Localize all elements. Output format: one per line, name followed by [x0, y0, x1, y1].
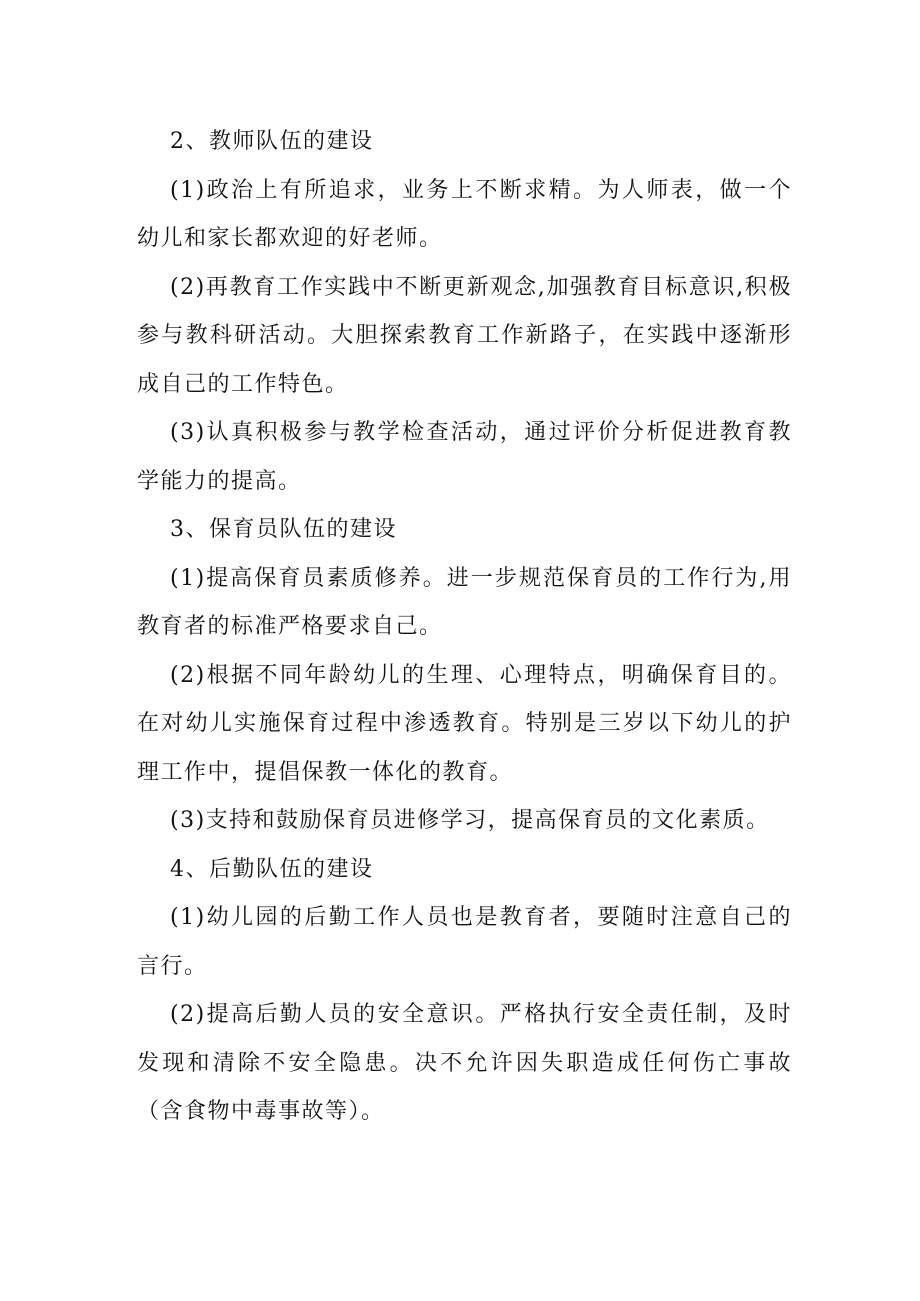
paragraph: (3)支持和鼓励保育员进修学习，提高保育员的文化素质。 [170, 808, 770, 833]
section-heading-teachers: 2、教师队伍的建设 [170, 129, 374, 154]
section-heading-caregivers: 3、保育员队伍的建设 [170, 517, 397, 542]
section-heading-logistics: 4、后勤队伍的建设 [170, 856, 374, 882]
document-body [137, 118, 792, 1137]
paragraph: (1)提高保育员素质修养。进一步规范保育员的工作行为,用教育者的标准严格要求自己。 [137, 565, 792, 639]
paragraph: (2)再教育工作实践中不断更新观念,加强教育目标意识,积极参与教科研活动。大胆探索教育工作新路子，在实践中逐渐形成自己的工作特色。 [137, 274, 792, 397]
paragraph: (2)根据不同年龄幼儿的生理、心理特点，明确保育目的。在对幼儿实施保育过程中渗透教育。特别是三岁以下幼儿的护理工作中，提倡保教一体化的教育。 [137, 662, 792, 785]
paragraph: (3)认真积极参与教学检查活动，通过评价分析促进教育教学能力的提高。 [137, 420, 792, 494]
paragraph: (2)提高后勤人员的安全意识。严格执行安全责任制，及时发现和清除不安全隐患。决不允许因失职造成任何伤亡事故（含食物中毒事故等）。 [137, 1002, 792, 1124]
paragraph: (1)政治上有所追求，业务上不断求精。为人师表，做一个幼儿和家长都欢迎的好老师。 [137, 177, 792, 251]
paragraph: (1)幼儿园的后勤工作人员也是教育者，要随时注意自己的言行。 [137, 905, 792, 979]
